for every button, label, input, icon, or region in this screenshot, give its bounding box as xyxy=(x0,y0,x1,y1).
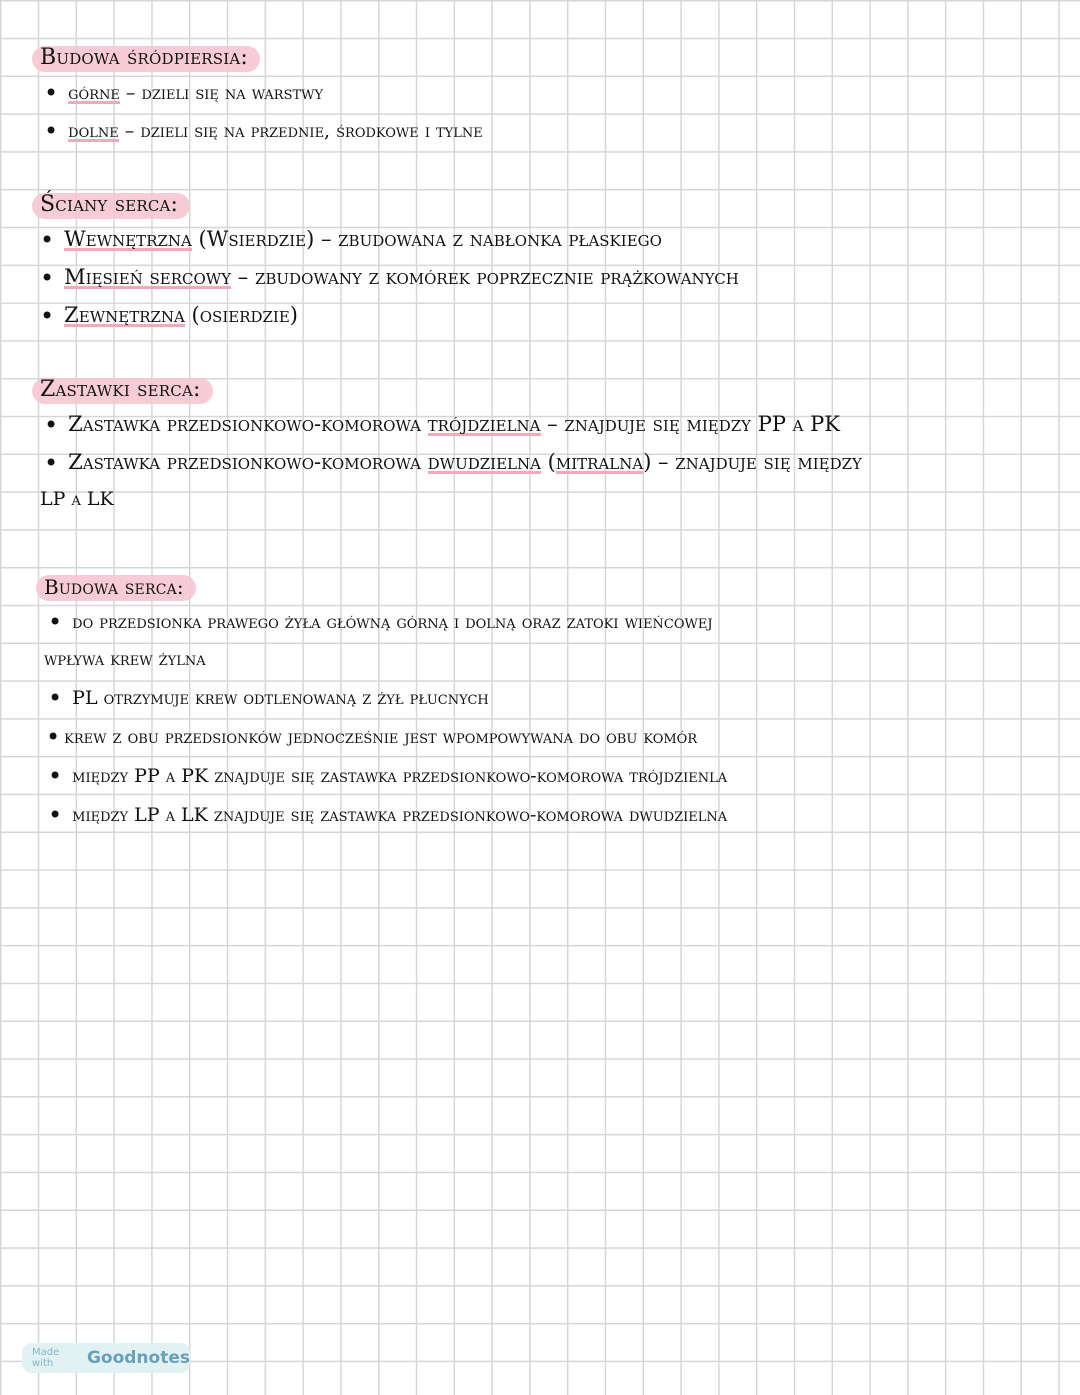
section-heading: Budowa śródpiersia: xyxy=(40,43,256,73)
list-item: • dolne – dzieli się na przednie, środkowe i tylne xyxy=(44,117,483,145)
goodnotes-logo: Goodnotes xyxy=(86,1348,190,1368)
list-item: • Wewnętrzna (Wsierdzie) – zbudowana z nabłonka płaskiego xyxy=(40,226,662,254)
list-item: • między LP a LK znajduje się zastawka przedsionkowo-komorowa dwudzielna xyxy=(48,801,728,829)
bullet-icon: • xyxy=(48,608,63,636)
bullet-icon: • xyxy=(44,449,59,477)
list-item-continuation: LP a LK xyxy=(40,488,114,510)
section-sciany-serca xyxy=(40,190,1050,334)
made-with-label: Made with xyxy=(32,1347,60,1369)
section-heading: Zastawki serca: xyxy=(40,375,209,405)
bullet-icon: • xyxy=(46,723,61,751)
list-item: • górne – dzieli się na warstwy xyxy=(44,79,324,107)
goodnotes-watermark xyxy=(22,1343,190,1373)
section-budowa-srodpiersia xyxy=(40,43,1050,150)
bullet-icon: • xyxy=(44,79,59,107)
list-item: • PL otrzymuje krew odtlenowaną z żył płucnych xyxy=(48,684,489,712)
list-item-continuation: wpływa krew żylna xyxy=(44,648,206,670)
list-item: • między PP a PK znajduje się zastawka przedsionkowo-komorowa trójdzienla xyxy=(48,762,728,790)
list-item: • Zewnętrzna (osierdzie) xyxy=(40,302,299,330)
bullet-icon: • xyxy=(48,684,63,712)
bullet-icon: • xyxy=(40,302,55,330)
bullet-icon: • xyxy=(40,264,55,292)
list-item: • do przedsionka prawego żyła główną górną i dolną oraz zatoki wieńcowej xyxy=(48,608,713,636)
section-budowa-serca xyxy=(44,572,1054,834)
list-item: • krew z obu przedsionków jednocześnie jest wpompowywana do obu komór xyxy=(46,723,698,751)
bullet-icon: • xyxy=(48,762,63,790)
bullet-icon: • xyxy=(44,117,59,145)
section-zastawki-serca xyxy=(40,375,1050,518)
bullet-icon: • xyxy=(44,411,59,439)
section-heading: Ściany serca: xyxy=(40,190,186,220)
list-item: • Zastawka przedsionkowo-komorowa dwudzielna (mitralna) – znajduje się między xyxy=(44,449,862,477)
list-item: • Zastawka przedsionkowo-komorowa trójdzielna – znajduje się między PP a PK xyxy=(44,411,840,439)
section-heading: Budowa serca: xyxy=(44,572,192,602)
list-item: • Mięsień sercowy – zbudowany z komórek poprzecznie prążkowanych xyxy=(40,264,739,292)
bullet-icon: • xyxy=(40,226,55,254)
bullet-icon: • xyxy=(48,801,63,829)
